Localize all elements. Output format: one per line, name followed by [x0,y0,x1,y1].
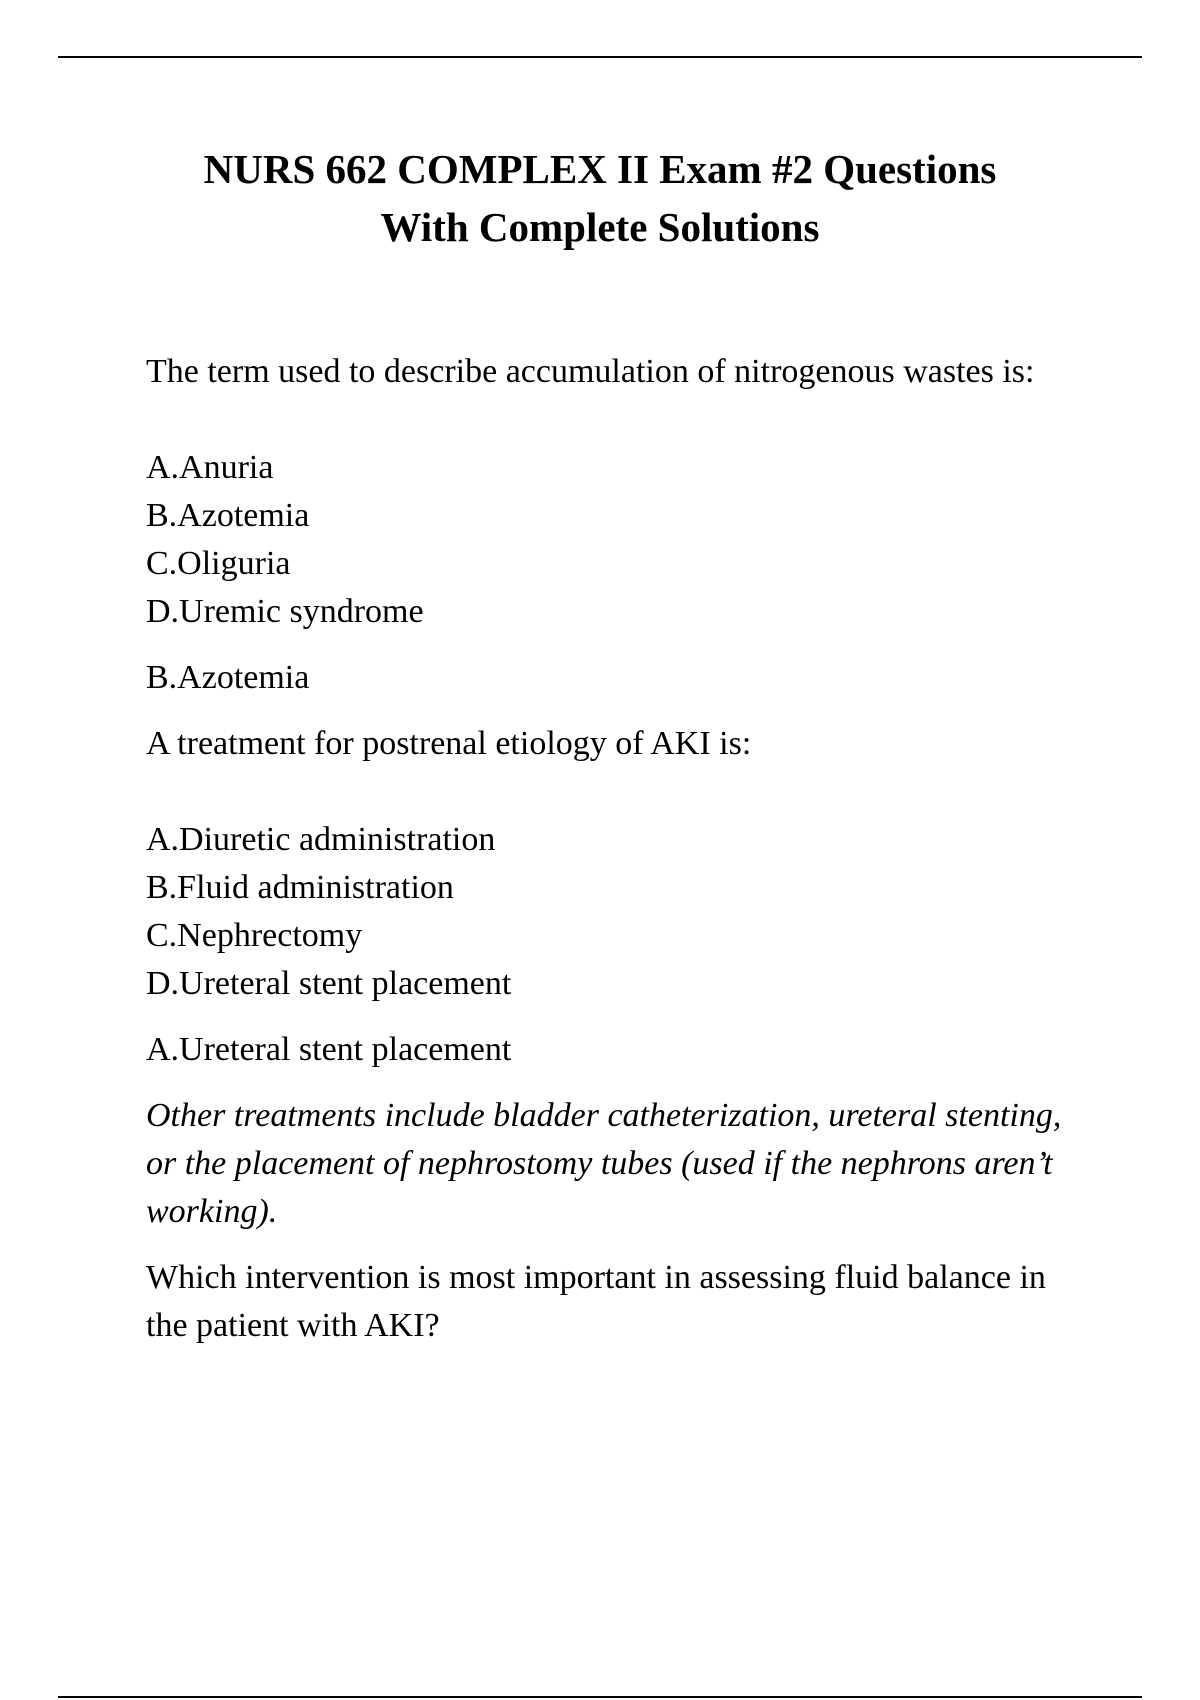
option-a: A.Diuretic administration [146,821,496,858]
answer-text: B.Azotemia [146,659,310,696]
question-3 [146,1254,1086,1350]
question-text: A treatment for postrenal etiology of AKI is: [146,725,752,762]
option-b: B.Fluid administration [146,869,454,906]
option-list [146,816,1086,1008]
bottom-rule [58,1696,1142,1698]
option-d: D.Ureteral stent placement [146,965,512,1002]
option-b: B.Azotemia [146,497,310,534]
option-list [146,444,1086,636]
title-line-1: NURS 662 COMPLEX II Exam #2 Questions [203,146,997,192]
question-1 [146,348,1086,702]
title-line-2: With Complete Solutions [380,204,820,250]
page-title [100,140,1100,256]
option-d: D.Uremic syndrome [146,593,424,630]
answer-text: A.Ureteral stent placement [146,1031,512,1068]
option-c: C.Nephrectomy [146,917,363,954]
question-2 [146,720,1086,1236]
document-body [146,348,1086,1350]
option-a: A.Anuria [146,449,274,486]
option-c: C.Oliguria [146,545,291,582]
top-rule [58,56,1142,58]
rationale-note: Other treatments include bladder catheterization, ureteral stenting, or the placement of nephrostomy tubes (used if the nephrons aren’t working). [146,1097,1062,1230]
question-text: Which intervention is most important in assessing fluid balance in the patient with AKI? [146,1259,1046,1344]
question-text: The term used to describe accumulation of nitrogenous wastes is: [146,353,1035,390]
